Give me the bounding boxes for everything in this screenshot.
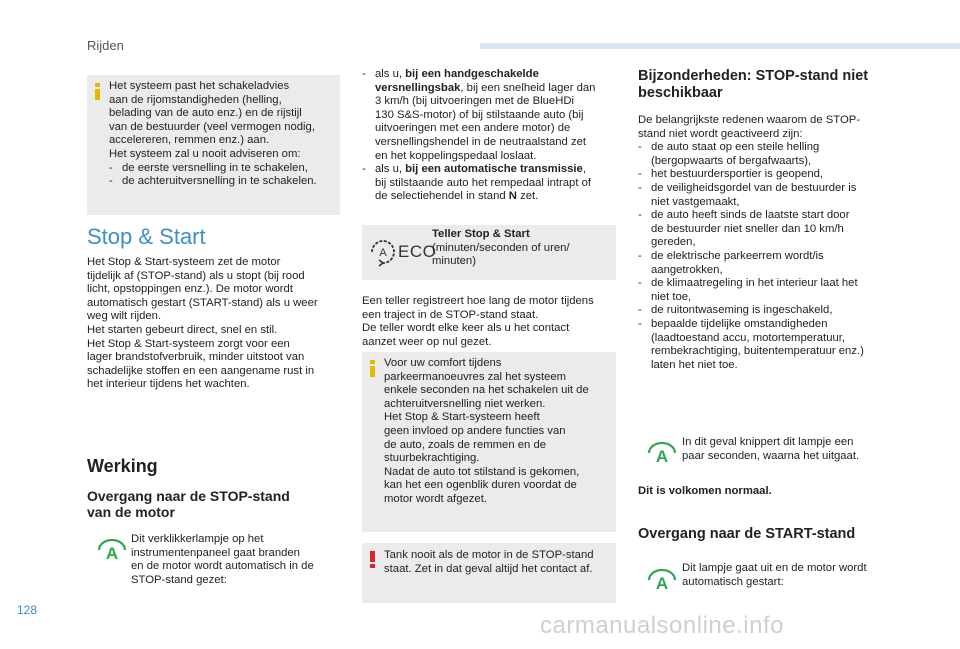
conditions-list bbox=[362, 68, 617, 204]
normal-note: Dit is volkomen normaal. bbox=[638, 485, 772, 497]
text-run: 3 km/h (bij uitvoeringen met de BlueHDi bbox=[375, 95, 575, 108]
text-run: 130 S&S-motor) of bij stilstaande auto (bij bbox=[375, 108, 584, 121]
text-line: lager brandstofverbruik, minder uitstoot van bbox=[87, 351, 305, 364]
text-line: automatisch gestart: bbox=[682, 575, 784, 588]
heading-line: Bijzonderheden: STOP-stand niet bbox=[638, 68, 869, 84]
list-item bbox=[638, 182, 906, 209]
text-run: het bestuurdersportier is geopend, bbox=[651, 168, 824, 181]
text-run: versnellingshendel in de neutraalstand zet bbox=[375, 135, 587, 148]
counter-text bbox=[362, 295, 622, 349]
watermark: carmanualsonline.info bbox=[540, 612, 784, 639]
info-line: belading van de auto enz.) en de rijstijl bbox=[109, 107, 302, 120]
text-run: laten het niet toe. bbox=[651, 358, 738, 371]
auto-mode-icon bbox=[97, 538, 127, 562]
info-box-comfort bbox=[362, 352, 616, 532]
text-run: (laadtoestand accu, motortemperatuur, bbox=[651, 331, 846, 344]
text-run: als u, bbox=[375, 163, 406, 176]
info-icon bbox=[370, 360, 375, 377]
text-line: en de motor wordt automatisch in de bbox=[131, 560, 314, 573]
text-run: niet toe, bbox=[651, 290, 692, 303]
text-line: STOP-stand gezet: bbox=[131, 573, 227, 586]
text-run: de bestuurder niet sneller dan 10 km/h bbox=[651, 222, 844, 235]
text-line: staat. Zet in dat geval altijd het contact af. bbox=[384, 562, 593, 575]
auto-mode-icon-blinking bbox=[647, 441, 677, 465]
text-line: Dit verklikkerlampje op het bbox=[131, 533, 264, 545]
list-item bbox=[638, 209, 906, 250]
text-line: enkele seconden na het schakelen uit de bbox=[384, 384, 589, 397]
text-line: de auto, zoals de remmen en de bbox=[384, 438, 547, 451]
text-run: , bij een snelheid lager dan bbox=[460, 81, 596, 94]
text-run: en het koppelingspedaal loslaat. bbox=[375, 149, 537, 162]
text-line: licht, opstoppingen enz.). De motor wordt bbox=[87, 283, 293, 296]
heading-line: Overgang naar de STOP-stand bbox=[87, 488, 290, 504]
info-line: accelereren, remmen enz.) aan. bbox=[109, 134, 270, 147]
text-line: In dit geval knippert dit lampje een bbox=[682, 436, 854, 448]
text-run: de ruitontwaseming is ingeschakeld, bbox=[651, 304, 833, 317]
text-line: Het Stop & Start-systeem zet de motor bbox=[87, 256, 281, 268]
text-line: (minuten/seconden of uren/ bbox=[432, 241, 570, 254]
heading-line: van de motor bbox=[87, 504, 175, 520]
start-mode-heading: Overgang naar de START-stand bbox=[638, 526, 856, 542]
text-line: aanzet weer op nul gezet. bbox=[362, 335, 492, 348]
text-line: Dit lampje gaat uit en de motor wordt bbox=[682, 562, 867, 574]
text-run: als u, bbox=[375, 68, 406, 80]
stop-mode-heading bbox=[87, 488, 342, 520]
text-run: de selectiehendel in stand bbox=[375, 190, 509, 203]
text-line: Het starten gebeurt direct, snel en stil. bbox=[87, 323, 278, 336]
list-item bbox=[362, 68, 617, 163]
section-title: Stop & Start bbox=[87, 224, 206, 249]
reasons-section bbox=[638, 114, 906, 372]
warning-box-refuel bbox=[362, 543, 616, 603]
text-run: de veiligheidsgordel van de bestuurder is bbox=[651, 181, 857, 194]
text-line: Het Stop & Start-systeem zorgt voor een bbox=[87, 337, 290, 350]
text-line: automatisch gestart (START-stand) als u weer bbox=[87, 296, 318, 309]
eco-counter-box bbox=[362, 225, 616, 280]
list-item bbox=[638, 318, 906, 372]
text-run: de auto heeft sinds de laatste start door bbox=[651, 209, 850, 222]
text-run: bij stilstaande auto het rempedaal intrapt of bbox=[375, 176, 592, 189]
intro-paragraph bbox=[87, 256, 342, 392]
svg-text:A: A bbox=[105, 544, 119, 562]
text-line: Het Stop & Start-systeem heeft bbox=[384, 411, 540, 424]
text-run: , bbox=[582, 163, 586, 176]
info-line: aan de rijomstandigheden (helling, bbox=[109, 93, 282, 106]
text-run: bij een handgeschakelde bbox=[405, 68, 539, 80]
text-line: Een teller registreert hoe lang de motor tijdens bbox=[362, 295, 594, 307]
list-item bbox=[638, 168, 906, 182]
text-run: uitvoeringen met een andere motor) de bbox=[375, 122, 571, 135]
text-line: Nadat de auto tot stilstand is gekomen, bbox=[384, 465, 580, 478]
eco-label: ECO bbox=[398, 242, 437, 261]
info-line: van de bestuurder (veel vermogen nodig, bbox=[109, 120, 315, 133]
counter-title: Teller Stop & Start bbox=[432, 228, 530, 240]
svg-text:A: A bbox=[379, 247, 387, 259]
text-line: De teller wordt elke keer als u het contact bbox=[362, 322, 570, 335]
text-run: de klimaatregeling in het interieur laat het bbox=[651, 277, 858, 290]
stop-mode-text bbox=[131, 533, 341, 587]
text-run: aangetrokken, bbox=[651, 263, 723, 276]
text-line: paar seconden, waarna het uitgaat. bbox=[682, 449, 860, 462]
text-run: bij een automatische transmissie bbox=[405, 163, 583, 176]
text-run: (bergopwaarts of bergafwaarts), bbox=[651, 154, 812, 167]
text-run: de elektrische parkeerrem wordt/is bbox=[651, 249, 824, 262]
text-line: een traject in de STOP-stand staat. bbox=[362, 308, 539, 321]
text-line: motor wordt afgezet. bbox=[384, 492, 487, 505]
info-box-shift-advice bbox=[87, 75, 340, 215]
list-item bbox=[362, 163, 617, 204]
text-line: schadelijke stoffen en een aangename rust in bbox=[87, 364, 315, 377]
list-item bbox=[638, 277, 906, 304]
unavailable-heading bbox=[638, 68, 908, 102]
header-bar bbox=[480, 43, 960, 49]
werking-heading: Werking bbox=[87, 456, 158, 476]
text-line: achteruitversnelling niet werken. bbox=[384, 397, 546, 410]
auto-mode-icon-off bbox=[647, 568, 677, 592]
warning-icon bbox=[370, 551, 375, 568]
list-item bbox=[638, 304, 906, 318]
info-line: Het systeem zal u nooit adviseren om: bbox=[109, 147, 301, 160]
section-label: Rijden bbox=[87, 38, 124, 53]
text-line: weg wilt rijden. bbox=[87, 310, 162, 323]
info-line: Het systeem past het schakeladvies bbox=[109, 80, 290, 92]
info-icon bbox=[95, 83, 100, 100]
svg-text:A: A bbox=[655, 574, 669, 592]
text-line: parkeermanoeuvres zal het systeem bbox=[384, 370, 567, 383]
blink-text bbox=[682, 436, 902, 463]
list-item: - de achteruitversnelling in te schakelen. bbox=[109, 175, 339, 189]
text-run: gereden, bbox=[651, 236, 696, 249]
text-line: Voor uw comfort tijdens bbox=[384, 357, 502, 369]
text-run: bepaalde tijdelijke omstandigheden bbox=[651, 317, 828, 330]
text-line: stand niet wordt geactiveerd zijn: bbox=[638, 127, 803, 140]
list-item bbox=[638, 250, 906, 277]
svg-text:A: A bbox=[655, 447, 669, 465]
reasons-list bbox=[638, 141, 906, 372]
text-line: stuurbekrachtiging. bbox=[384, 452, 480, 465]
text-run: versnellingsbak bbox=[375, 81, 461, 94]
text-run: rembekrachtiging, buitentemperatuur enz.) bbox=[651, 345, 864, 358]
text-line: instrumentenpaneel gaat branden bbox=[131, 546, 300, 559]
text-run: de auto staat op een steile helling bbox=[651, 141, 820, 154]
text-line: het interieur tijdens het wachten. bbox=[87, 378, 250, 391]
text-run: N bbox=[508, 190, 517, 203]
text-run: niet vastgemaakt, bbox=[651, 195, 740, 208]
text-line: kan het een ogenblik duren voordat de bbox=[384, 479, 577, 492]
page-number: 128 bbox=[17, 603, 38, 617]
list-item bbox=[638, 141, 906, 168]
list-item: - de eerste versnelling in te schakelen, bbox=[109, 162, 339, 176]
start-text bbox=[682, 562, 902, 589]
text-run: zet. bbox=[516, 190, 539, 203]
text-line: Tank nooit als de motor in de STOP-stand bbox=[384, 549, 594, 561]
text-line: tijdelijk af (STOP-stand) als u stopt (bij rood bbox=[87, 269, 305, 282]
text-line: geen invloed op andere functies van bbox=[384, 424, 566, 437]
text-line: De belangrijkste redenen waarom de STOP- bbox=[638, 114, 861, 126]
heading-line: beschikbaar bbox=[638, 85, 723, 101]
text-line: minuten) bbox=[432, 255, 476, 268]
